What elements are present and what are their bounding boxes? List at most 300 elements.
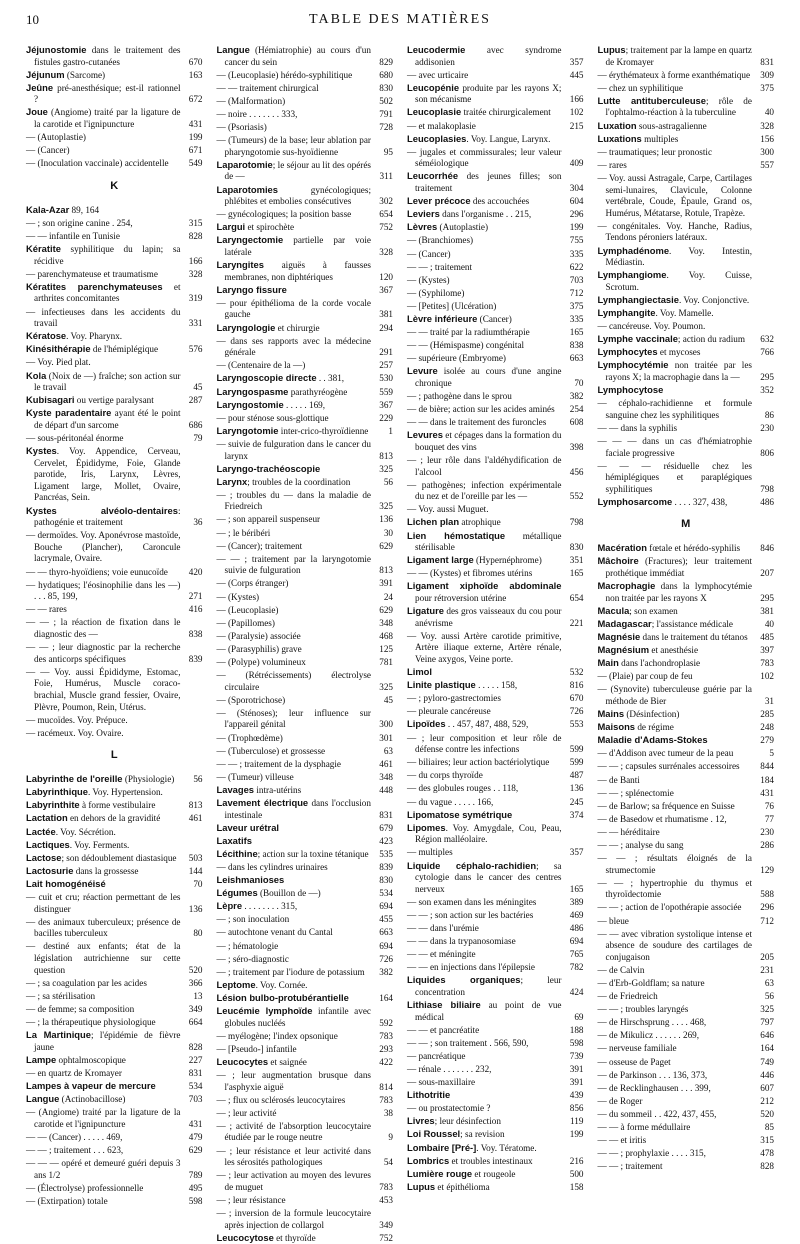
entry-description: — de Basedow et rhumatisme . 12, bbox=[597, 813, 727, 824]
entry-text bbox=[407, 1000, 562, 1022]
entry-text bbox=[217, 83, 319, 93]
entry-page-number: 205 bbox=[760, 951, 774, 962]
index-entry bbox=[217, 1094, 394, 1107]
entry-page-number: 391 bbox=[379, 578, 393, 589]
entry-page-number: 557 bbox=[760, 159, 774, 170]
index-entry bbox=[598, 320, 775, 333]
index-entry bbox=[217, 221, 394, 234]
entry-text bbox=[598, 1135, 647, 1145]
entry-description: — [Petites] (Ulcération) bbox=[407, 300, 497, 311]
index-entry bbox=[407, 846, 584, 859]
entry-text bbox=[217, 980, 308, 990]
entry-description: — dermoïdes. Voy. Aponévrose mastoïde, Bouche (Plancher), Caroncule lacrymale, Ovaire. bbox=[26, 530, 181, 564]
entry-text bbox=[26, 941, 181, 974]
index-entry bbox=[217, 527, 394, 540]
entry-page-number: 629 bbox=[188, 1144, 203, 1155]
entry-text bbox=[217, 914, 290, 924]
entry-description: ; rôle de l'ophtalmo-réaction à la tuberculine bbox=[605, 95, 752, 118]
entry-page-number: 530 bbox=[379, 373, 393, 384]
index-entry bbox=[407, 221, 584, 234]
entry-description: . . . . . 169, bbox=[283, 399, 326, 410]
index-entry bbox=[217, 617, 394, 630]
entry-text bbox=[217, 222, 295, 232]
entry-page-number: 295 bbox=[760, 371, 774, 382]
entry-heading: Levure bbox=[407, 365, 438, 377]
index-entry bbox=[598, 1121, 775, 1134]
index-entry bbox=[598, 146, 775, 159]
entry-page-number: 325 bbox=[760, 1004, 774, 1015]
index-entry bbox=[598, 618, 775, 631]
entry-text bbox=[598, 1030, 700, 1040]
entry-description: — de Friedreich bbox=[597, 991, 658, 1002]
entry-text bbox=[26, 715, 128, 725]
entry-text bbox=[26, 433, 123, 443]
entry-description: (Actinobacillose) bbox=[59, 1094, 126, 1105]
entry-text bbox=[26, 840, 129, 850]
entry-description: — (Parasyphilis) grave bbox=[216, 643, 302, 654]
entry-page-number: 671 bbox=[188, 145, 203, 156]
entry-page-number: 830 bbox=[379, 875, 393, 886]
entry-description: — — à forme médullaire bbox=[597, 1122, 691, 1133]
index-entry bbox=[598, 1003, 775, 1016]
entry-text bbox=[598, 606, 678, 616]
entry-page-number: 461 bbox=[188, 813, 203, 824]
entry-description: en dehors de la gravidité bbox=[67, 813, 161, 824]
entry-page-number: 694 bbox=[569, 936, 584, 947]
entry-description: — rares bbox=[597, 159, 627, 170]
index-entry bbox=[217, 44, 394, 68]
entry-text bbox=[598, 709, 680, 719]
index-entry bbox=[217, 745, 394, 758]
index-column-2 bbox=[216, 44, 394, 1243]
entry-description: — — ; son action sur les bactéries bbox=[407, 909, 534, 920]
entry-description: — infectieuses dans les accidents du travail bbox=[26, 306, 181, 329]
entry-description: — — et pancréatite bbox=[407, 1024, 480, 1035]
index-entry bbox=[598, 813, 775, 826]
entry-page-number: 295 bbox=[760, 592, 774, 603]
entry-text bbox=[26, 132, 86, 142]
entry-description: — chez un syphilitique bbox=[597, 82, 683, 93]
entry-heading: Lipoïdes bbox=[407, 718, 446, 730]
entry-page-number: 357 bbox=[569, 56, 584, 67]
entry-description: ou vertige paralysant bbox=[74, 395, 154, 406]
entry-text bbox=[217, 209, 352, 219]
entry-page-number: 165 bbox=[569, 327, 584, 338]
entry-page-number: 798 bbox=[760, 483, 774, 494]
entry-description: — — ; action de l'opothérapie associée bbox=[597, 902, 742, 913]
entry-page-number: 85 bbox=[764, 1122, 774, 1133]
entry-page-number: 831 bbox=[760, 56, 774, 67]
entry-description: — — ; capsules surrénales accessoires bbox=[597, 761, 740, 772]
entry-description: — ; flux ou sclérosés leucocytaires bbox=[216, 1094, 346, 1105]
entry-heading: Main bbox=[597, 657, 619, 669]
entry-description: — ; troubles du — dans la maladie de Friedreich bbox=[216, 489, 371, 512]
index-entry bbox=[217, 513, 394, 526]
index-entry bbox=[26, 773, 203, 786]
index-entry bbox=[26, 370, 203, 394]
entry-page-number: 45 bbox=[193, 382, 203, 393]
index-entry bbox=[598, 839, 775, 852]
entry-page-number: 469 bbox=[569, 909, 584, 920]
entry-text bbox=[598, 827, 660, 837]
index-entry bbox=[407, 567, 584, 580]
entry-description: — (Extirpation) totale bbox=[26, 1195, 108, 1206]
entry-text bbox=[407, 45, 562, 67]
entry-text bbox=[407, 1090, 450, 1100]
entry-text bbox=[407, 430, 562, 452]
entry-description: — ; leur activité bbox=[216, 1107, 277, 1118]
entry-description: des jeunes filles; son traitement bbox=[415, 171, 562, 194]
entry-description: — — ; résultats éloignés de la strumectomie bbox=[597, 853, 752, 875]
entry-description: aiguës à fausses membranes, non diphtériques bbox=[224, 260, 371, 282]
entry-text bbox=[598, 581, 753, 603]
index-entry bbox=[217, 732, 394, 745]
entry-page-number: 798 bbox=[569, 517, 584, 528]
entry-heading: Lymphocytes bbox=[597, 346, 658, 358]
index-entry bbox=[407, 896, 584, 909]
entry-description: — — dans l'urémie bbox=[407, 922, 479, 933]
entry-text bbox=[598, 722, 674, 732]
entry-page-number: 70 bbox=[193, 878, 203, 889]
entry-text bbox=[217, 541, 303, 551]
entry-heading: Leishmanioses bbox=[216, 874, 285, 886]
entry-description: — ; le béribéri bbox=[216, 527, 271, 538]
entry-text bbox=[217, 400, 326, 410]
running-title: TABLE DES MATIÈRES bbox=[309, 12, 491, 27]
entry-heading: Lymphangiectasie bbox=[597, 293, 679, 305]
entry-page-number: 30 bbox=[383, 527, 393, 538]
entry-text bbox=[217, 941, 279, 951]
entry-description: produite par les rayons X; son mécanisme bbox=[415, 82, 562, 105]
entry-description: — suivie de fulguration dans le cancer du larynx bbox=[216, 438, 371, 461]
index-entry bbox=[598, 670, 775, 683]
entry-text bbox=[407, 733, 562, 755]
entry-heading: Lésion bulbo-protubérantielle bbox=[216, 991, 349, 1003]
index-entry bbox=[26, 579, 203, 603]
entry-description: . Voy. Intestin, Médiastin. bbox=[605, 245, 752, 268]
entry-text bbox=[598, 965, 645, 975]
entry-description: dans la lymphocytémie non traitée par les rayons X bbox=[605, 581, 752, 603]
entry-description: — (Tuberculose) et grossesse bbox=[216, 745, 326, 756]
entry-description: — Voy. aussi Muguet. bbox=[407, 504, 489, 515]
index-column-1 bbox=[26, 44, 203, 1206]
index-entry bbox=[407, 82, 584, 106]
entry-heading: Magnésie bbox=[597, 630, 641, 642]
index-entry bbox=[598, 120, 775, 133]
entry-description: — des globules rouges . . 118, bbox=[407, 783, 519, 794]
entry-page-number: 520 bbox=[188, 964, 203, 975]
entry-description: — cancéreuse. Voy. Poumon. bbox=[597, 321, 706, 332]
entry-heading: Leucoplasie bbox=[407, 106, 462, 118]
index-entry bbox=[26, 799, 203, 812]
entry-text bbox=[407, 810, 512, 820]
entry-heading: Jéjunum bbox=[26, 68, 65, 80]
entry-text bbox=[26, 107, 181, 129]
entry-text bbox=[26, 1004, 134, 1014]
entry-heading: Lithotritie bbox=[407, 1089, 451, 1101]
entry-page-number: 670 bbox=[188, 56, 203, 67]
entry-text bbox=[217, 875, 285, 885]
entry-description: — — et iritis bbox=[597, 1135, 647, 1146]
index-entry bbox=[217, 121, 394, 134]
index-entry bbox=[598, 644, 775, 657]
entry-description: : pathogénie et traitement bbox=[34, 505, 181, 528]
entry-heading: Lécithine bbox=[216, 847, 258, 859]
entry-text bbox=[598, 70, 751, 80]
index-entry bbox=[407, 454, 584, 478]
entry-page-number: 102 bbox=[569, 107, 584, 118]
entry-text bbox=[598, 671, 693, 681]
entry-text bbox=[26, 667, 181, 712]
entry-heading: Lait homogénéisé bbox=[26, 877, 106, 889]
index-entry bbox=[407, 120, 584, 133]
entry-text bbox=[598, 1004, 689, 1014]
entry-text bbox=[407, 936, 516, 946]
entry-text bbox=[407, 262, 472, 272]
index-entry bbox=[217, 694, 394, 707]
index-entry bbox=[217, 399, 394, 412]
index-entry bbox=[26, 616, 203, 640]
entry-description: (Désinfection) bbox=[624, 709, 680, 720]
entry-text bbox=[407, 910, 533, 920]
entry-description: — avec urticaire bbox=[407, 69, 469, 80]
entry-description: — (Inoculation vaccinale) accidentelle bbox=[26, 158, 169, 169]
entry-page-number: 535 bbox=[379, 848, 393, 859]
entry-page-number: 5 bbox=[769, 748, 774, 759]
index-entry bbox=[598, 542, 775, 555]
entry-description: — ou prostatectomie ? bbox=[407, 1103, 491, 1114]
entry-heading: Levures bbox=[407, 429, 443, 441]
entry-page-number: 397 bbox=[760, 645, 774, 656]
entry-description: . Voy. Mamelle. bbox=[655, 307, 714, 318]
entry-text bbox=[26, 395, 154, 405]
entry-description: — — traité par la radiumthérapie bbox=[407, 327, 530, 338]
entry-text bbox=[407, 581, 562, 603]
entry-text bbox=[26, 1158, 181, 1180]
index-entry bbox=[217, 926, 394, 939]
entry-heading: Kératites parenchymateuses bbox=[26, 280, 163, 292]
entry-description: — (Angiome) traité par la ligature de la carotide et l'ignipuncture bbox=[26, 1107, 181, 1129]
entry-heading: Largui bbox=[216, 221, 246, 233]
entry-text bbox=[217, 1095, 346, 1105]
entry-page-number: 755 bbox=[569, 235, 584, 246]
entry-page-number: 424 bbox=[569, 986, 584, 997]
entry-page-number: 478 bbox=[760, 1148, 774, 1159]
index-entry bbox=[598, 964, 775, 977]
index-entry bbox=[217, 643, 394, 656]
entry-page-number: 431 bbox=[760, 787, 774, 798]
entry-description: et cépages dans la formation du bouquet des vins bbox=[415, 430, 562, 452]
entry-page-number: 367 bbox=[379, 284, 393, 295]
entry-text bbox=[217, 477, 351, 487]
entry-text bbox=[407, 235, 473, 245]
entry-heading: Laryngo-trachéoscopie bbox=[216, 462, 321, 474]
entry-description: — (Paralysie) associée bbox=[216, 630, 301, 641]
index-entry bbox=[26, 268, 203, 281]
entry-text bbox=[407, 770, 483, 780]
entry-description: — des animaux tuberculeux; présence de bacilles tuberculeux bbox=[26, 916, 181, 939]
entry-description: de l'hémiplégique bbox=[90, 344, 159, 355]
entry-heading: Madagascar bbox=[597, 617, 652, 629]
index-entry bbox=[407, 208, 584, 221]
entry-page-number: 300 bbox=[379, 719, 393, 730]
index-entry bbox=[598, 359, 775, 383]
entry-description: — — traitement chirurgical bbox=[216, 82, 319, 93]
entry-description: — — (Hémispasme) congénital bbox=[407, 340, 525, 351]
entry-heading: Ligature bbox=[407, 605, 444, 617]
entry-page-number: 783 bbox=[379, 1030, 393, 1041]
index-entry bbox=[217, 1145, 394, 1169]
entry-page-number: 136 bbox=[379, 514, 393, 525]
index-entry bbox=[26, 106, 203, 130]
entry-description: — (Électrolyse) professionnelle bbox=[26, 1182, 144, 1193]
entry-description: (Autoplastie) bbox=[437, 222, 489, 233]
index-entry bbox=[217, 184, 394, 208]
index-entry bbox=[217, 234, 394, 258]
entry-page-number: 328 bbox=[188, 268, 203, 279]
entry-heading: Laryngectomie bbox=[216, 234, 284, 246]
entry-heading: Laparotomie bbox=[216, 158, 273, 170]
entry-text bbox=[407, 391, 512, 401]
entry-description: infantile avec globules nucléés bbox=[224, 1006, 371, 1028]
entry-text bbox=[598, 436, 753, 458]
entry-description: — pancréatique bbox=[407, 1050, 466, 1061]
index-entry bbox=[26, 852, 203, 865]
entry-description: — Voy. aussi Artère carotide primitive, Artère iliaque externe, Artère rénale, Veine axygos, Veine porte. bbox=[407, 630, 562, 664]
entry-page-number: 856 bbox=[569, 1103, 584, 1114]
page-number: 10 bbox=[26, 12, 39, 27]
entry-description: . Voy. Tératome. bbox=[476, 1142, 537, 1153]
entry-text bbox=[598, 1070, 708, 1080]
entry-description: ; l'épidémie de fièvre jaune bbox=[34, 1030, 181, 1052]
entry-description: — en quartz de Kromayer bbox=[26, 1067, 122, 1078]
index-entry bbox=[598, 1042, 775, 1055]
entry-text bbox=[217, 785, 302, 795]
index-entry bbox=[407, 479, 584, 503]
section-letter: M bbox=[681, 518, 691, 531]
entry-description: — noire . . . . . . . 333, bbox=[216, 108, 298, 119]
entry-page-number: 830 bbox=[569, 542, 584, 553]
index-entry bbox=[26, 916, 203, 940]
entry-description: — — ; traitement bbox=[407, 261, 473, 272]
entry-heading: Kola bbox=[26, 369, 47, 381]
entry-text bbox=[26, 728, 124, 738]
entry-description: . . 381, bbox=[316, 373, 345, 384]
entry-page-number: 422 bbox=[379, 1056, 393, 1067]
index-entry bbox=[407, 1102, 584, 1115]
entry-description: — gynécologiques; la position basse bbox=[216, 209, 352, 220]
index-entry bbox=[598, 800, 775, 813]
entry-text bbox=[407, 83, 562, 105]
index-entry bbox=[217, 322, 394, 335]
entry-page-number: 739 bbox=[569, 1050, 584, 1061]
entry-text bbox=[407, 693, 501, 703]
index-entry bbox=[407, 860, 584, 896]
index-entry bbox=[217, 656, 394, 669]
entry-text bbox=[598, 735, 708, 745]
entry-description: — — ; analyse du sang bbox=[597, 839, 684, 850]
entry-description: dans le traitement des fistules gastro-cutanées bbox=[34, 45, 181, 67]
index-entry bbox=[598, 346, 775, 359]
index-entry bbox=[26, 1067, 203, 1080]
entry-text bbox=[598, 173, 753, 218]
entry-text bbox=[407, 353, 506, 363]
entry-description: au point de vue médical bbox=[415, 1000, 562, 1022]
entry-page-number: 335 bbox=[569, 313, 584, 324]
entry-description: — bleue bbox=[597, 915, 629, 926]
index-entry bbox=[598, 631, 775, 644]
entry-heading: Lombaire [Pré-] bbox=[407, 1141, 477, 1153]
entry-page-number: 500 bbox=[569, 1168, 584, 1179]
entry-page-number: 391 bbox=[569, 1064, 584, 1074]
index-entry bbox=[26, 204, 203, 217]
entry-text bbox=[217, 670, 372, 692]
entry-heading: Lupus bbox=[407, 1180, 436, 1192]
entry-page-number: 144 bbox=[188, 865, 203, 876]
index-entry bbox=[217, 861, 394, 874]
entry-description: . Voy. Conjonctive. bbox=[678, 294, 750, 305]
entry-text bbox=[217, 772, 294, 782]
entry-heading: Lavement électrique bbox=[216, 797, 309, 809]
entry-text bbox=[407, 288, 464, 298]
entry-description: — — (Kystes) et fibromes utérins bbox=[407, 568, 533, 579]
index-entry bbox=[26, 891, 203, 915]
entry-text bbox=[26, 530, 181, 563]
index-entry bbox=[217, 359, 394, 372]
entry-description: — nerveuse familiale bbox=[597, 1043, 677, 1054]
entry-description: — — — dans un cas d'hémiatrophie faciale progressive bbox=[597, 435, 752, 458]
entry-page-number: 629 bbox=[379, 540, 393, 551]
entry-description: — ; pyloro-gastrectomies bbox=[407, 693, 501, 704]
index-entry bbox=[407, 732, 584, 756]
index-entry bbox=[217, 159, 394, 183]
entry-text bbox=[26, 83, 181, 105]
entry-heading: Kératite bbox=[26, 243, 61, 255]
entry-text bbox=[26, 205, 99, 215]
entry-text bbox=[598, 1109, 717, 1119]
entry-text bbox=[598, 385, 664, 395]
entry-page-number: 366 bbox=[188, 977, 203, 988]
entry-text bbox=[217, 1070, 372, 1092]
entry-page-number: 287 bbox=[188, 395, 203, 406]
entry-text bbox=[217, 413, 329, 423]
entry-text bbox=[26, 408, 181, 430]
entry-page-number: 9 bbox=[388, 1132, 393, 1143]
entry-text bbox=[217, 618, 275, 628]
entry-page-number: 552 bbox=[569, 491, 584, 502]
entry-text bbox=[598, 658, 701, 668]
index-entry bbox=[598, 580, 775, 604]
entry-heading: Lymphadénome bbox=[597, 244, 670, 256]
entry-text bbox=[26, 282, 181, 304]
entry-heading: Luxations bbox=[597, 132, 642, 144]
entry-heading: Lutte antituberculeuse bbox=[597, 94, 706, 106]
index-entry bbox=[598, 721, 775, 734]
entry-text bbox=[407, 897, 536, 907]
entry-text bbox=[407, 861, 562, 894]
index-entry bbox=[217, 463, 394, 476]
entry-page-number: 607 bbox=[760, 1082, 774, 1093]
entry-text bbox=[217, 746, 326, 756]
entry-page-number: 816 bbox=[569, 680, 584, 691]
entry-text bbox=[217, 823, 280, 833]
entry-description: et mycoses bbox=[657, 347, 701, 358]
entry-text bbox=[217, 185, 372, 207]
index-entry bbox=[407, 390, 584, 403]
entry-description: métallique stérilisable bbox=[415, 530, 562, 553]
index-entry bbox=[598, 1016, 775, 1029]
index-entry bbox=[217, 758, 394, 771]
